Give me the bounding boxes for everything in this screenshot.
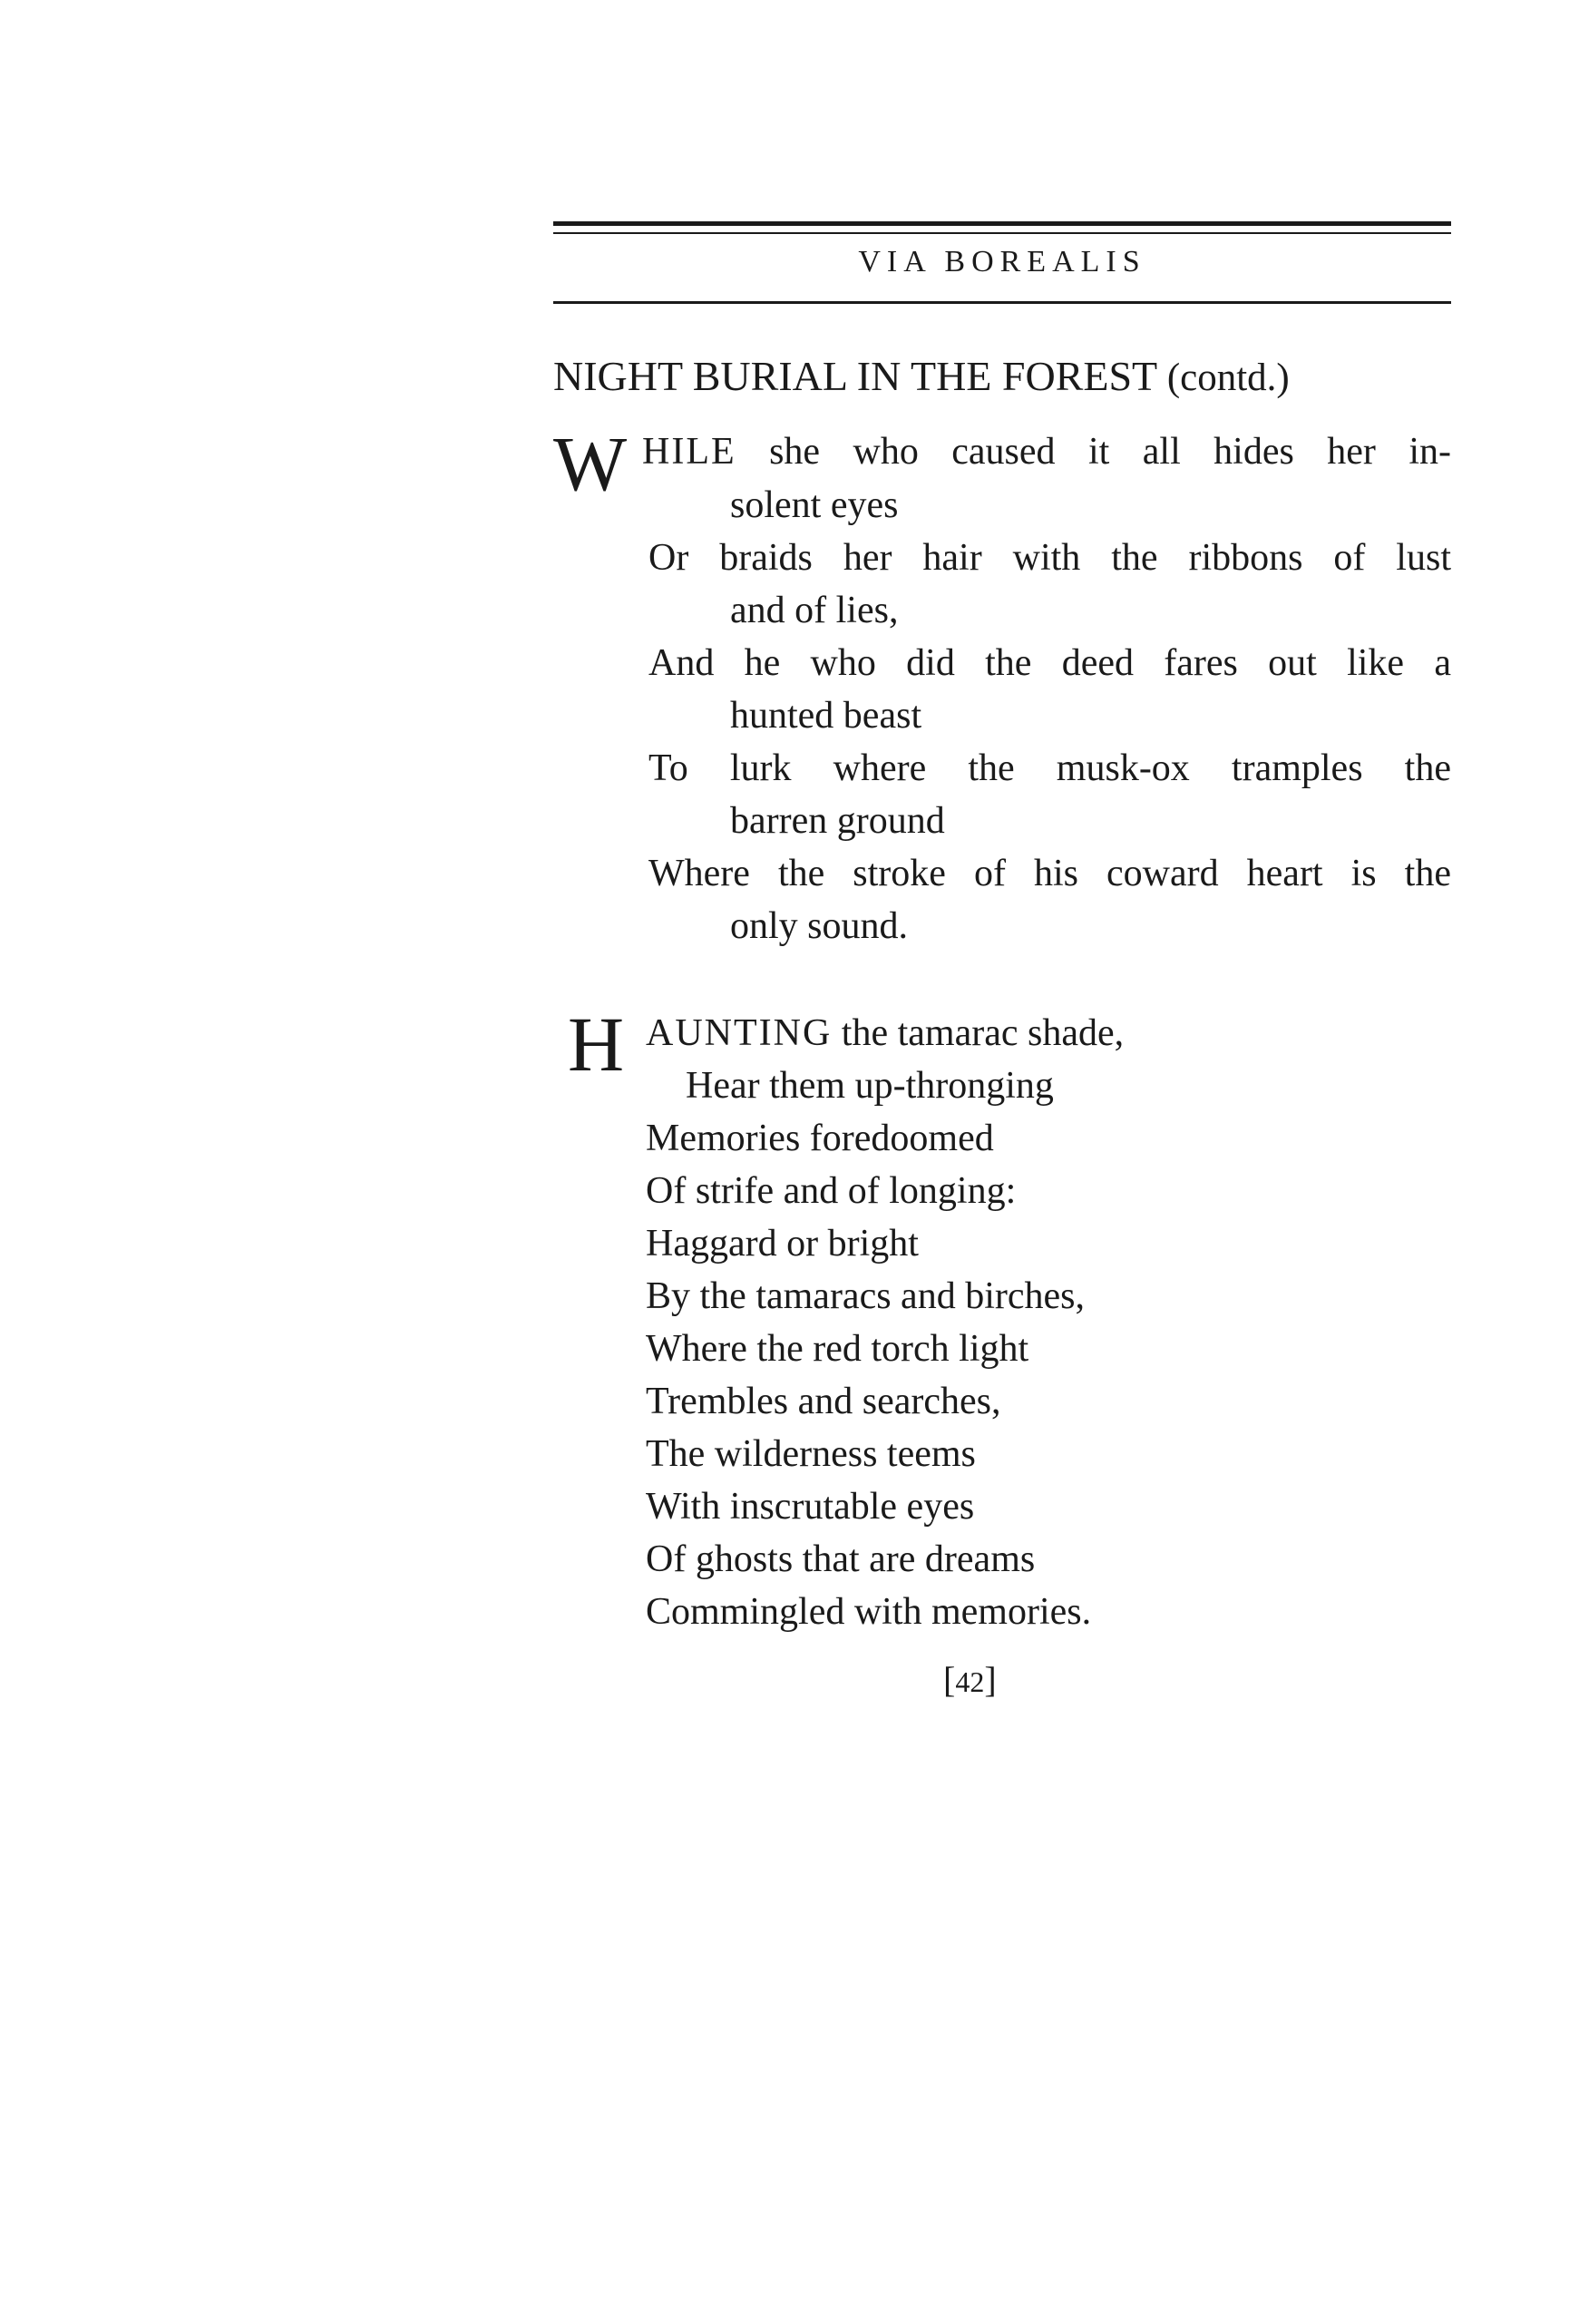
poem-title: [553, 352, 1460, 400]
stanza-1-line-8: barren ground: [730, 800, 945, 842]
stanza-2-line-3: Memories foredoomed: [646, 1118, 994, 1159]
stanza-2-line-9: The wilderness teems: [646, 1433, 976, 1475]
poem-title-main: NIGHT BURIAL IN THE FOREST: [553, 353, 1157, 399]
stanza-1-line-1: [642, 433, 1451, 471]
stanza-1-line-4: and of lies,: [730, 590, 899, 631]
stanza-1-line-3: Or braids her hair with the ribbons of lust: [648, 537, 1451, 579]
page-number-close-bracket: ]: [984, 1659, 997, 1700]
stanza-1-first-rest: she who caused it all hides her in-: [736, 431, 1451, 473]
poem-title-sub: (contd.): [1166, 356, 1290, 399]
stanza-2-line-4: Of strife and of longing:: [646, 1170, 1017, 1212]
stanza-1-line-6: hunted beast: [730, 695, 922, 737]
stanza-2-first-rest: the tamarac shade,: [832, 1012, 1125, 1054]
stanza-2-line-8: Trembles and searches,: [646, 1381, 1001, 1422]
page-number-open-bracket: [: [943, 1659, 956, 1700]
running-head: VIA BOREALIS: [858, 245, 1146, 278]
drop-cap-w: W: [553, 420, 628, 507]
stanza-2-line-5: Haggard or bright: [646, 1223, 919, 1265]
stanza-1-first-caps: HILE: [642, 431, 736, 473]
stanza-1-line-9: Where the stroke of his coward heart is the: [648, 853, 1451, 894]
stanza-1-line-2: solent eyes: [730, 484, 899, 526]
stanza-2-line-1: [646, 1014, 1124, 1052]
page-number: [943, 1658, 997, 1701]
page-number-value: 42: [955, 1665, 985, 1698]
stanza-2-line-10: With inscrutable eyes: [646, 1486, 975, 1528]
stanza-1-line-5: And he who did the deed fares out like a: [648, 642, 1451, 684]
header-rule-bottom: [553, 301, 1451, 304]
stanza-2-line-6: By the tamaracs and birches,: [646, 1275, 1085, 1317]
header-rule-top-thin: [553, 232, 1451, 234]
stanza-2-line-7: Where the red torch light: [646, 1328, 1029, 1370]
drop-cap-h: H: [568, 1001, 625, 1088]
header-rule-top: [553, 221, 1451, 226]
stanza-2-line-12: Commingled with memories.: [646, 1591, 1092, 1633]
stanza-1-line-7: To lurk where the musk-ox tramples the: [648, 747, 1451, 789]
stanza-2-first-caps: AUNTING: [646, 1012, 833, 1054]
stanza-1-line-10: only sound.: [730, 905, 909, 947]
stanza-2-line-11: Of ghosts that are dreams: [646, 1538, 1036, 1580]
stanza-2-line-2: Hear them up-thronging: [686, 1065, 1054, 1107]
